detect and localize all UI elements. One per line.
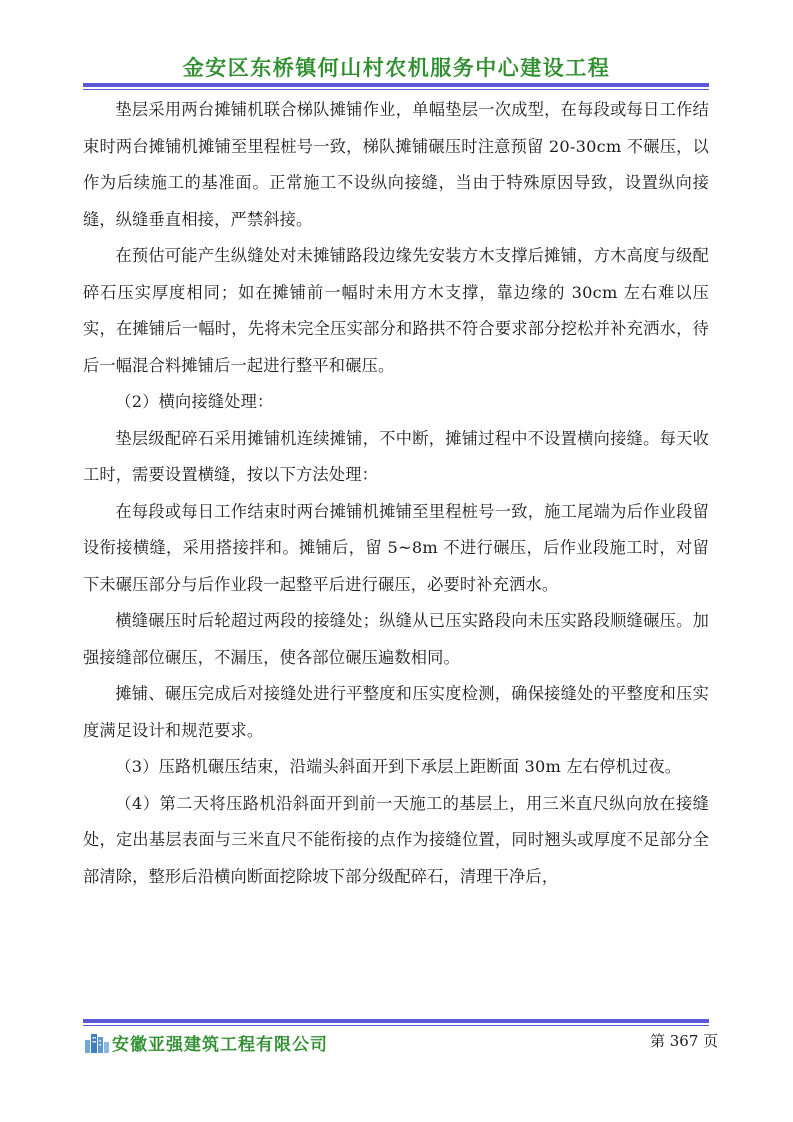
- footer-company: [84, 1028, 328, 1056]
- footer-rule-thin: [83, 1025, 709, 1026]
- paragraph: 摊铺、碾压完成后对接缝处进行平整度和压实度检测，确保接缝处的平整度和压实度满足设计和规范要求。: [83, 684, 709, 740]
- document-header-title: 金安区东桥镇何山村农机服务中心建设工程: [182, 56, 611, 80]
- paragraph: 垫层采用两台摊铺机联合梯队摊铺作业，单幅垫层一次成型，在每段或每日工作结束时两台摊铺机摊铺至里程桩号一致，梯队摊铺碾压时注意预留 20-30cm 不碾压，以作为后续施工的基准面。正常施工不设纵向接缝，当由于特殊原因导致，设置纵向接缝，纵缝垂直相接，严禁斜接。: [83, 100, 709, 229]
- header-rule-thin: [83, 89, 709, 90]
- header-rule-thick: [83, 83, 709, 87]
- page-number: 第 367 页: [650, 1032, 719, 1050]
- paragraph: 垫层级配碎石采用摊铺机连续摊铺，不中断，摊铺过程中不设置横向接缝。每天收工时，需要设置横缝，按以下方法处理：: [83, 428, 709, 484]
- paragraph: （3）压路机碾压结束，沿端头斜面开到下承层上距断面 30m 左右停机过夜。: [115, 757, 682, 776]
- footer-rule-thick: [83, 1019, 709, 1023]
- paragraph: 在预估可能产生纵缝处对未摊铺路段边缘先安装方木支撑后摊铺，方木高度与级配碎石压实厚度相同；如在摊铺前一幅时未用方木支撑，靠边缘的 30cm 左右难以压实，在摊铺后一幅时，先将未完全压实部分和路拱不符合要求部分挖松并补充洒水，待后一幅混合料摊铺后一起进行整平和碾压。: [83, 246, 709, 375]
- paragraph: （4）第二天将压路机沿斜面开到前一天施工的基层上，用三米直尺纵向放在接缝处，定出基层表面与三米直尺不能衔接的点作为接缝位置，同时翘头或厚度不足部分全部清除，整形后沿横向断面挖除坡下部分级配碎石，清理干净后，: [83, 793, 709, 886]
- paragraph: （2）横向接缝处理：: [115, 392, 274, 411]
- document-body: [83, 92, 709, 895]
- building-logo-icon: [84, 1031, 110, 1053]
- company-name: 安徽亚强建筑工程有限公司: [112, 1034, 328, 1055]
- paragraph: 在每段或每日工作结束时两台摊铺机摊铺至里程桩号一致，施工尾端为后作业段留设衔接横缝，采用搭接拌和。摊铺后，留 5~8m 不进行碾压，后作业段施工时，对留下未碾压部分与后作业段一起整平后进行碾压，必要时补充洒水。: [83, 501, 709, 594]
- paragraph: 横缝碾压时后轮超过两段的接缝处；纵缝从已压实路段向未压实路段顺缝碾压。加强接缝部位碾压，不漏压，使各部位碾压遍数相同。: [83, 611, 709, 667]
